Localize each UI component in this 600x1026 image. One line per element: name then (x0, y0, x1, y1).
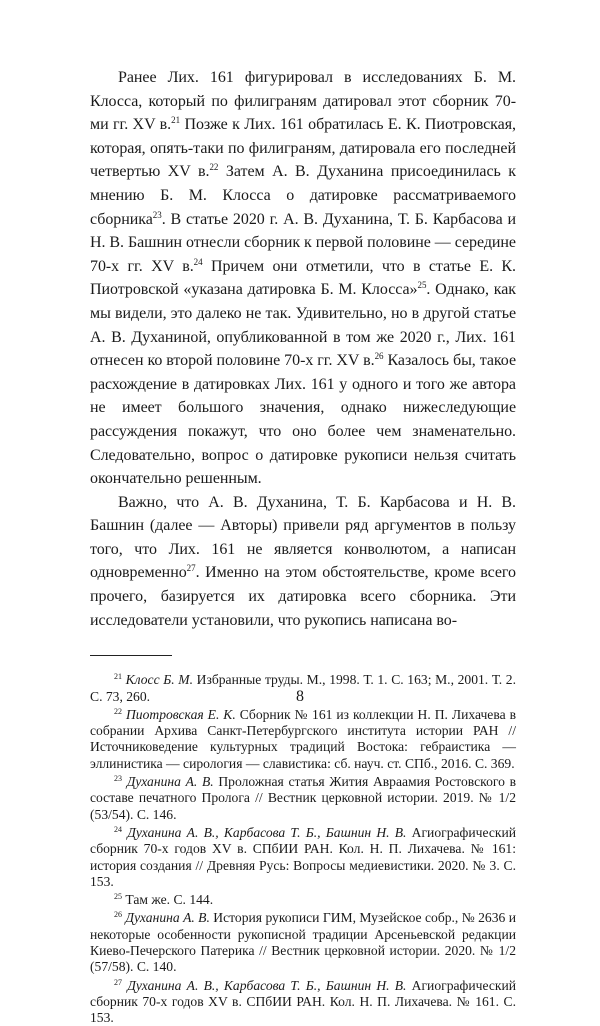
footnote (90, 978, 516, 1026)
footnote-ref: 26 (374, 351, 384, 362)
text-run: Причем они отметили, что в статье Е. К. Пиотровской «указана датировка Б. М. Клосса» (90, 257, 516, 299)
footnote-ref: 24 (193, 256, 203, 267)
footnote-ref: 25 (417, 280, 427, 291)
footnote-ref: 23 (152, 209, 162, 220)
footnote (90, 774, 516, 823)
footnote (90, 892, 516, 908)
footnote-author: Духанина А. В. (126, 774, 214, 790)
footnote-author: Духанина А. В. (125, 910, 210, 926)
text-run: Казалось бы, такое расхождение в датировках Лих. 161 у одного и того же автора не имеет большого значения, однако нижеследующие рассуждения покажут, что оно более чем знаменательно. Следовательно, вопрос о датировке рукописи нельзя считать окончательно решенным. (90, 352, 516, 488)
text-run: . Однако, как мы видели, это далеко не так. Удивительно, но в другой статье А. В. Духаниной, опубликованной в том же 2020 г., Лих. 161 отнесен ко второй половине 70-х гг. XV в. (90, 281, 516, 370)
text-run: . Именно на этом обстоятельстве, кроме всего прочего, базируется их датировка всего сборника. Эти исследователи установили, что рукопись написана во- (90, 564, 516, 629)
footnote-text: Сборник № 161 из коллекции Н. П. Лихачева в собрании Архива Санкт-Петербургского института истории РАН // Источниковедение культурных традиций Востока: гебраистика — эллинистика — сирология — славистика: сб. науч. ст. СПб., 2016. С. 369. (90, 706, 516, 771)
footnote-text: Агиографический сборник 70-х годов XV в. СПбИИ РАН. Кол. Н. П. Лихачева. № 161. С. 153. (90, 977, 517, 1026)
paragraph (90, 66, 516, 491)
footnote-number: 25 (114, 892, 122, 902)
footnote-number: 27 (114, 977, 122, 987)
text-run: Важно, что А. В. Духанина, Т. Б. Карбасова и Н. В. Башнин (далее — Авторы) привели ряд аргументов в пользу того, что Лих. 161 не является конволютом, а написан одновременно (90, 493, 516, 582)
footnote-text: История рукописи ГИМ, Музейское собр., № 2636 и некоторые особенности рукописной традиции Арсеньевской редакции Киево-Печерского Патерика // Вестник церковной истории. 2020. № 1/2 (57/58). С. 140. (90, 910, 517, 975)
footnote-ref: 22 (209, 162, 219, 173)
footnote-text: Там же. С. 144. (125, 892, 214, 908)
footnote-text: Проложная статья Жития Авраамия Ростовского в составе печатного Пролога // Вестник церковной истории. 2019. № 1/2 (53/54). С. 146. (90, 774, 517, 822)
footnote-author: Пиотровская Е. К. (125, 706, 236, 722)
footnote-author: Духанина А. В., Карбасова Т. Б., Башнин Н. В. (127, 824, 407, 840)
footnote-number: 22 (114, 706, 122, 716)
footnote (90, 910, 516, 975)
footnote-ref: 27 (186, 563, 196, 574)
footnotes (90, 672, 516, 1026)
paragraph (90, 491, 516, 633)
footnote-ref: 21 (171, 115, 181, 126)
text-run: . В статье 2020 г. А. В. Духанина, Т. Б. Карбасова и Н. В. Башнин отнесли сборник к первой половине — середине 70-х гг. XV в. (90, 210, 516, 275)
text-run: Позже к Лих. 161 обратилась Е. К. Пиотровская, которая, опять-таки по филиграням, датировала его последней четвертью XV в. (90, 116, 516, 181)
footnote-author: Духанина А. В., Карбасова Т. Б., Башнин Н. В. (127, 977, 407, 993)
text-run: Затем А. В. Духанина присоединилась к мнению Б. М. Клосса о датировке рассматриваемого сборника (90, 163, 516, 228)
footnote (90, 707, 516, 772)
page-number: 8 (296, 688, 304, 705)
footnote-number: 26 (114, 910, 122, 920)
footnote (90, 825, 516, 890)
footnote-author: Клосс Б. М. (125, 672, 194, 688)
footnote-number: 24 (114, 824, 122, 834)
footnote-text: Избранные труды. М., 1998. Т. 1. С. 163; М., 2001. Т. 2. С. 73, 260. (90, 672, 516, 704)
footnote-separator (90, 655, 172, 656)
footnote-number: 21 (114, 672, 122, 682)
text-run: Ранее Лих. 161 фигурировал в исследованиях Б. М. Клосса, который по филиграням датировал этот сборник 70-ми гг. XV в. (90, 69, 516, 134)
main-text (90, 66, 516, 632)
footnote-number: 23 (114, 774, 122, 784)
footnote-text: Агиографический сборник 70-х годов XV в. СПбИИ РАН. Кол. Н. П. Лихачева. № 161: история создания // Древняя Русь: Вопросы медиевистики. 2020. № 3. С. 153. (90, 824, 517, 889)
